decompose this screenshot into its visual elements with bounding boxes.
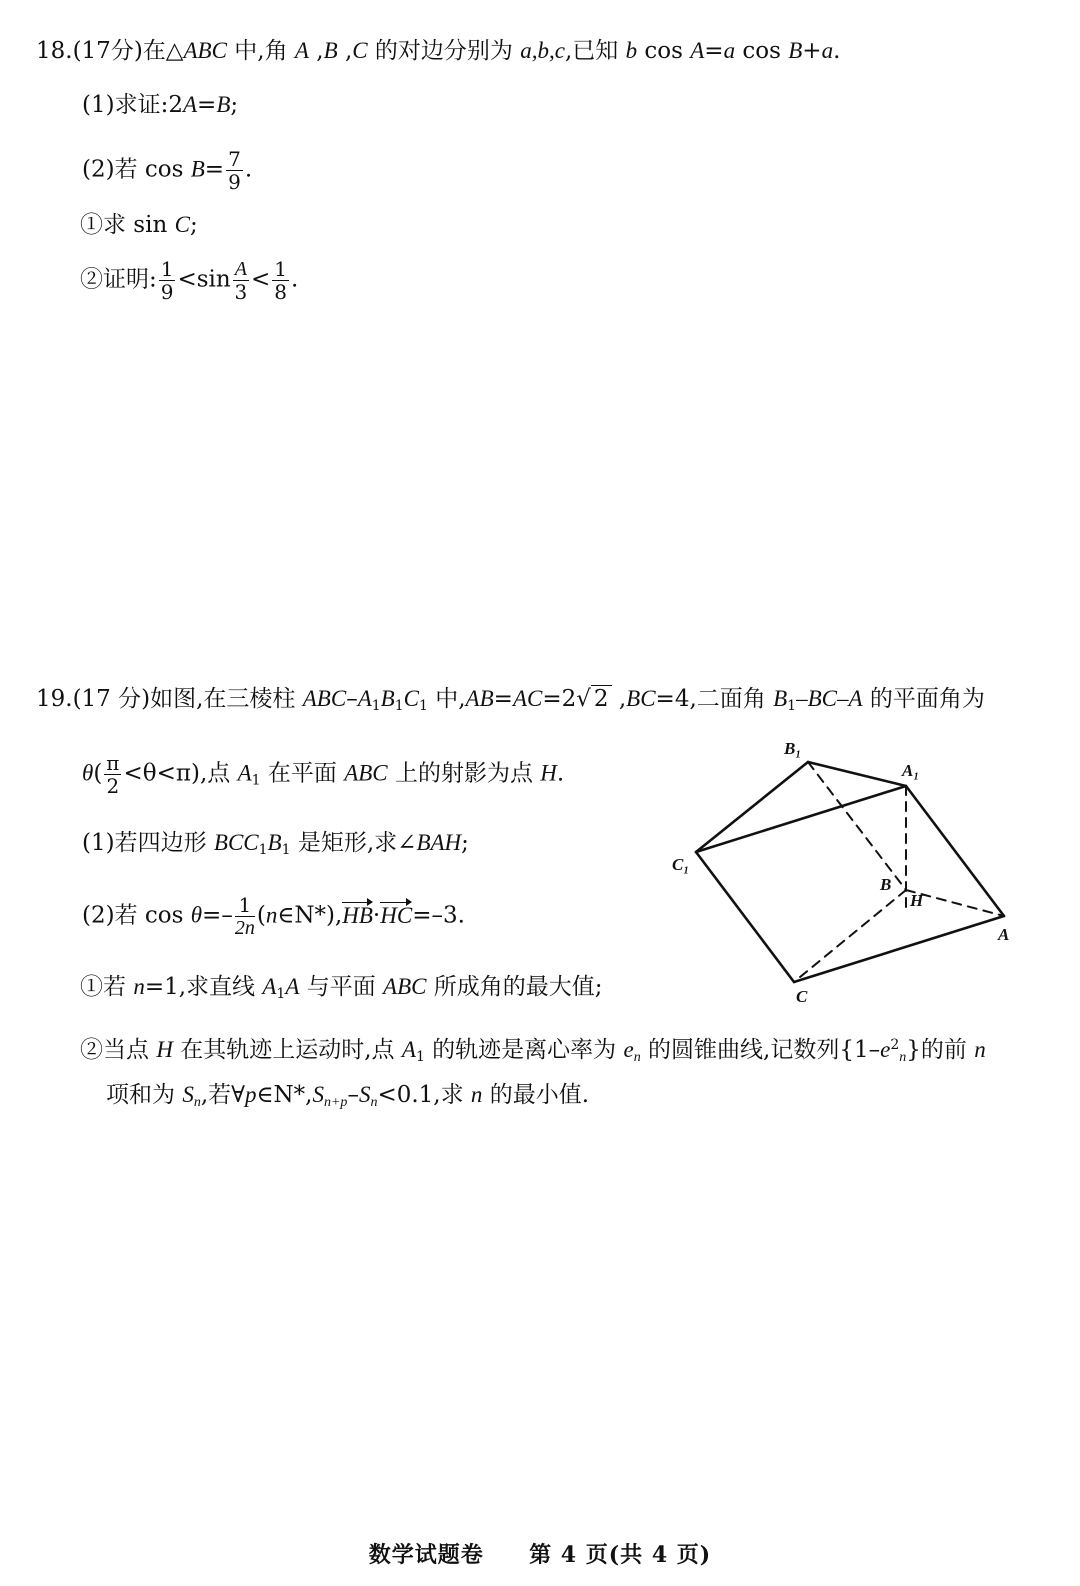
vector-hc: HC [380, 901, 412, 931]
q18-part1: (1)求证:2A=B; [82, 92, 239, 118]
edge-c1-a1 [696, 786, 906, 852]
fraction-1-9: $\frac{1}{9}$ [160, 257, 174, 304]
fraction-7-9: $\frac{7}{9}$ [228, 147, 241, 194]
q18-sub1: ①求 sin C; [80, 212, 198, 238]
q18-stem: 18.(17分)在△ABC 中,角 A ,B ,C 的对边分别为 a,b,c,已知 b cos A=a cos B+a. [36, 38, 841, 64]
q19-sub1: ①若 n=1,求直线 $A_1A$ 与平面 ABC 所成角的最大值; [80, 974, 603, 1002]
label-a1: A₁ [902, 761, 920, 780]
q18-part2: (2)若 cos B= $\frac{7}{9}$ . [82, 147, 253, 194]
q19-part1: (1)若四边形 $BCC_1B_1$ 是矩形,求∠BAH; [82, 830, 469, 858]
label-b1: B₁ [784, 739, 802, 758]
edge-c-a [794, 916, 1004, 982]
edge-b-c-hidden [794, 890, 906, 982]
edge-c1-b1 [696, 762, 808, 852]
label-a: A [998, 925, 1010, 944]
q19-sub2-line1: ②当点 H 在其轨迹上运动时,点 $A_1$ 的轨迹是离心率为 $e_n$ 的圆锥曲线,记数列$\{1-e^2_n\}$的前 n [80, 1037, 986, 1065]
q18-sub2: ②证明: $\frac{1}{9}$ <sin $\frac{A}{3}$ < $\frac{1}{8}$ . [80, 257, 299, 304]
edge-c1-c [696, 852, 794, 982]
footer-page-number: 第 4 页(共 4 页) [529, 1542, 712, 1568]
q19-stem-line2: θ( $\frac{\pi}{2}$ <θ<π),点 $A_1$ 在平面 ABC 上的射影为点 H. [82, 751, 565, 798]
label-h: H [910, 891, 924, 910]
fraction-a-3: $\frac{A}{3}$ [234, 258, 248, 304]
vector-hb: HB [342, 901, 373, 931]
fraction-1-2n: $\frac{1}{2n}$ [234, 893, 255, 939]
label-c1: C₁ [672, 855, 690, 874]
page-footer [0, 1538, 1080, 1569]
q19-sub2-line2: 项和为 $S_n$,若$\forall p\in N*,S_{n+p}-S_n<0.1$,求 n 的最小值. [106, 1082, 590, 1110]
q19-part2: (2)若 cos θ=– $\frac{1}{2n}$ (n∈N*),HB·HC=–3. [82, 893, 465, 939]
prism-figure [660, 730, 1040, 1020]
footer-subject: 数学试题卷 [368, 1542, 484, 1568]
q19-stem-line1: 19.(17 分)如图,在三棱柱 ABC–$A_1B_1C_1$ 中,AB=AC=2√ 2 ,BC=4,二面角 $B_1-BC-A$ 的平面角为 [36, 686, 985, 714]
label-b: B [880, 875, 892, 894]
label-c: C [796, 987, 808, 1006]
fraction-1-8: $\frac{1}{8}$ [274, 257, 287, 304]
fraction-pi-2: $\frac{\pi}{2}$ [106, 751, 120, 798]
